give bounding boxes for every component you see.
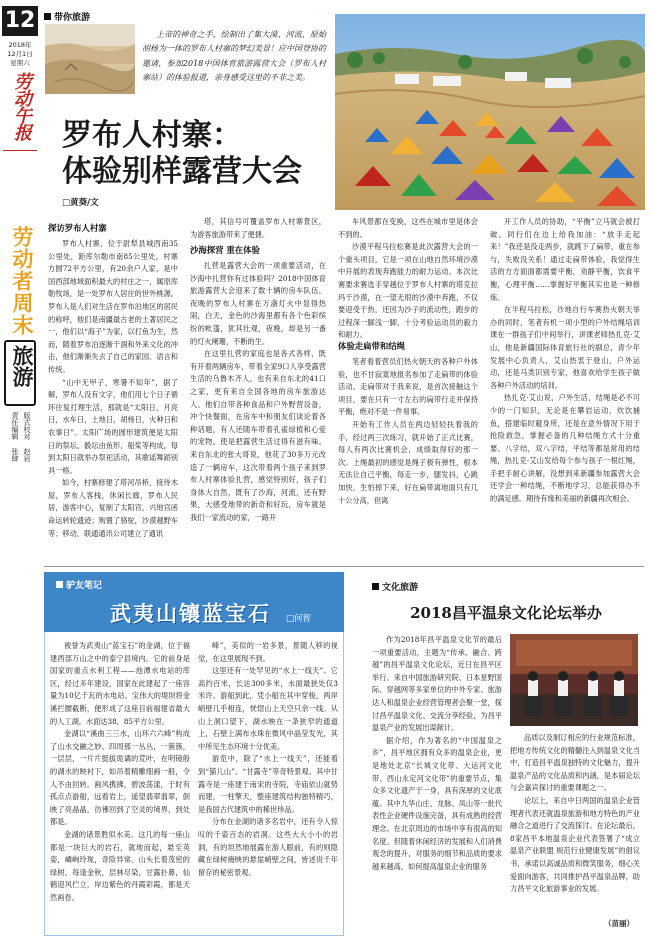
headline: [62, 118, 352, 190]
article-col-2: 扎营是露营大会的一项重要活动，在沙海中扎营你有过体验吗？2018中国体育旅游露营大会迎来了数十辆的房车队伍，夜晚的罗布人村寨在万盏灯火中显得热闹，白天，金色的沙海里都有各个色彩缤纷的帐篷，犹其壮观，夜晚，却是另一番的灯火阑珊，不断的生。 在这里扎营的家庭也是各式各样，既有开着两辆房车，带着全家9口人享受露营生活的乌鲁木齐人，也有来自东北的41口之家，更有来自全国各地的房车旅游达人。他们自带各种食品和户外野营设备，冲个快餐面，在房车中和朋友们谈论着各种话题，有人还随车带着孔雀绿植和心爱的宠物，使是把露营生活过得有滋有味。来自东北的张大哥说，他花了30多万元改造了一辆房车，这次带着两个孩子来到罗布人村寨体验扎营，感觉特别好，孩子们身体大自然，既有了沙海，河流，还有野果，大感受地带的新奇和好玩，房车就是我们一家流动的家，一路开: [190, 261, 326, 522]
staff-proof: 责任编辑 张肆: [11, 412, 19, 462]
subheading-3: 体验走扁带和结绳: [338, 341, 405, 351]
top-byline: □黄葵/文: [62, 198, 99, 208]
issue-weekday: 星期六: [10, 59, 30, 67]
culture-label: 文化旅游: [372, 580, 418, 593]
travel-notes-byline: □何智: [286, 614, 312, 624]
article-col-1: 罗布人村寨，位于尉犁县城西南35公里处，距库尔勒市南85公里处，村寨方圆72平方公里，有20余户人家，是中国西部地域面积最大的村庄之一，属原库勒牧场，是一处罗布人居住的世外桃源。罗布人是人们对生活在罗布泊地区的居民的称呼，他们是南疆最古老的土著居民之一，他们以“海子”为家，以打鱼为生，然而，随着罗布泊逐渐干涸和外来文化的冲击，他们渐渐失去了自己的家园、语言和传统。 “山中无甲子，寒暑不知年”，据了解，罗布人没有文字，他们用七个日子循环往复打理生活，那就是“太阳日，月亮日，水车日，土地日，胡杨日，火种日和农事日”。太阳广场的圆形建筑便是太阳日的祭坛，骰坛由鱼形，船桨等构成，每到太阳日就举办祭祀活动，其歌谣舞蹈别具一格。 如今，村寨修建了塔河吊桥，接待木屋，罗布人客栈，休闲长廊，罗布人民居，游客中心，复制了太阳宫，兴地宫函命运转轮遗迹；购置了骆驼，沙漠越野车等；移动，联通通讯公司建立了通讯: [48, 239, 178, 538]
article-col-2-top: 塔，其信号可覆盖罗布人村寨景区，为游客旅游带来了便捷。: [190, 217, 326, 239]
culture-col-right: 品质以及制订相应的行业规范标准，把地方传统文化的精髓注入到温泉文化当中，打造昌平温泉独特的文化魅力，提升温泉产品的文化品质和内涵，是本届论坛与会嘉宾探讨的重要课题之一。 论坛上，来自中日两国的温泉企业管理者代表还就温泉旅游和地方特色的产业融合之道进行了交流探讨。在论坛最后，8家昌平本地温泉企业代表签署了“成立温泉产业联盟 规范行业健康发展”的倡议书，承诺以高诚品质和微笑服务，细心关爱面向游客，共同推护昌平温泉品牌，助力昌平文化旅游事业的发展。: [510, 733, 640, 894]
section-title: 旅游: [10, 345, 34, 387]
article-col-4: 开工作人员的协助，“平衡”立马就会被打破。同行们在边上给我加油：“放手走起来！”我还是没走两步，就跳下了扁带，重在参与，失败没关系！通过走扁带体验，我觉得生活的方方面面都需要平衡，劝静平衡，饮食平衡，心理平衡……掌握好平衡其实也是一种修炼。 在半程马拉松，沙地自行车赛热火朝天举办的同时，笔者有机一项小型的户外结绳培训课在一群孩子们中间举行，讲课老师热扎克·艾山，他是新疆国际体育旅行社的副总，青少年发展中心负责人，艾山热衷于登山，户外运动，还是马类识别专家，他喜欢给学生孩子做各种户外活动的培训。 热扎克·艾山说，户外生活，结绳是必不可少的一门知识，无论是在攀岩运动，炊饮捕鱼，搭建临时避身所，还是在意外情况下用于抢险救急，掌握必备的几种结绳方式十分重要。八字结，双八字结，平结等都是常用的结绳，热扎克·艾山发给每个参与孩子一根红绳，手把手耐心讲解，没想到来新疆参加露营大会还学会一种结绳，不断地学习，总能获得办不的满足感。期待有缘和美丽的新疆再次相会。: [490, 217, 640, 504]
staff-editor: 版式校对 赵岩: [23, 412, 31, 462]
subheading-2: 沙海探营 重在体验: [190, 245, 260, 255]
issue-date-day: 12月1日: [7, 50, 33, 58]
culture-title: 2018昌平温泉文化论坛举办: [410, 604, 602, 622]
travel-notes-label: 驴友笔记: [56, 578, 102, 591]
newspaper-logo: 劳动午报: [11, 72, 32, 140]
issue-date: 2018年: [8, 41, 32, 49]
camp-photo: [335, 14, 645, 210]
culture-credit: （苗丽）: [604, 919, 634, 928]
culture-col-left: 作为2018年昌平温泉文化节的最后一项重要活动，主题为“传承、融合、跨越”的昌平温泉文化论坛，近日在昌平区举行。来自中国旅游研究院、日本星野国际、穿越网等多家单位的中外专家、旅游达人和温泉企业经营管理者会聚一堂，探讨昌平温泉文化、交流分享经验，为昌平温泉产业的发展出谋献计。 据介绍，作为著名的“中国温泉之乡”，昌平地区拥有众多的温泉企业，更是地处北京“长城文化带、大运河文化带、西山永定河文化带”的重要节点，集众多文化遗产于一身，具有深厚的文化底蕴。其中九华山庄、龙脉、凤山等一批代表性企业硬件设施完备，具有成熟的经营理念。在北京周边的市场中享有很高的知名度。但随着休闲经济的发展和人们消费观念的提升，对服务的细节和品质的要求越来越高，如何提高温泉企业的服务: [372, 635, 502, 871]
supplement-title: 劳动者周末: [10, 226, 34, 336]
masthead: [0, 0, 40, 524]
article-col-3: 车风景都在变换，这些在城市里是体会不到的。 沙漠平程马拉松赛是此次露营大会的一个重头项目，它是一项在山地自然环境沙漠中开展的表现奔跑能力的耐力运动。本次比赛要求赛选手穿越位于罗布人村寨的塔克拉玛干沙漠，在一望无垠的沙漠中奔跑，不仅要迎受干热，还因为沙子的流动性，跑步的过程深一脚浅一脚，十分考验运动员的毅力和耐力。: [338, 217, 478, 340]
headline-line-2: 体验别样露营大会: [62, 154, 302, 189]
desert-photo-small: [45, 24, 135, 94]
travel-notes-col-1: 被誉为武夷山“蓝宝石”的金湖，位于福建西部万山之中的泰宁县境内。它的前身是国家的重点水利工程——池潭水电站的库区，经过多年建设，国家在此建起了一座容量为10亿千瓦的水电站。宝伟大的堤坝将金溪拦腰截断，便形成了这座目前福建省最大的人工湖，水面达38，85平方公里。 金湖以“溪曲三三水，山环六六峰”构成了山水交融之妙。四周那一丛丛，一簇簇，一层层，一片片挺拔诡谲的荒叶，在明镜般的湖水的映衬下，如吊着精雕细画一般，令人不由回转。画风携拂，碧波荡漾，于时有孤点点游船，远看岩上，遥望翡翠翡翠，倒映了亮晶晶，彷彿回到了空灵的境界，到处都是。 金湖的诸景胜似水美。这几的每一座山都是一块巨大的岩石，就地而起，悬至英姿，嶙峋玲珑，奇险异常。山头长着茂密的绿树，每逢金秋，层林尽染，甘露扑鼻，仙鹤迎风伫立，岸边紫色的丹霞彩霞，都是天然画卷。: [50, 641, 190, 902]
intro-text: 上帝的神奇之手，绘制出了集大漠、河流、原始胡杨为一体的罗布人村寨的梦幻美景！应中国登协的邀请，参加2018中国体育旅游露营大会（罗布人村寨站）的体验报道，亲身感受这里的不非之美。: [142, 30, 326, 83]
page-number: 12: [2, 6, 38, 36]
subheading-1: 探访罗布人村寨: [48, 223, 107, 233]
horizontal-divider: [44, 566, 644, 567]
headline-line-1: 罗布人村寨：: [62, 118, 242, 153]
travel-notes-title: 武夷山镶蓝宝石: [110, 602, 271, 626]
travel-notes-col-2: 峰”，美似的一岩多景，景随人移的视觉，在这里展现不到。 这里还有一处罕见的“水上一线天”。它高约百米，长达300多米，水面最狭处仅3米许。游船到此，凭小船在其中穿梭，两岸峭壁几乎相连，恍惚山上天空只余一线。从山上洞口望下，湖水映在一条狭窄的通道上，石壁上满布水珠在微风中晶莹发光，其中所见生态环境十分优美。 游览中，除了“水上一线天”，还能看到“猫儿山”、“甘露寺”等奇特景观。其中甘露寺是一座建于南宋的寺院，寺庙依山就势而建，一柱擎天，整座建筑结构独特精巧，是我国古代建筑中的稀世珍品。 分布在金湖的诸多名岩中，还有令人惊叹的千姿百态的岩洞。这些大大小小的岩洞，有的坦然地展露在游人眼前，有的则隐藏在绿树掩映的悬崖峭壁之间，皆述说千年留存的秘密景观。: [198, 641, 338, 877]
forum-photo: [510, 634, 638, 726]
article-col-3b: 笔者看着营员们热火朝天的各种户外体验，也不甘寂寞地报名参加了走扁带的体验活动。走扁带对于我来说，是首次接触这个项目，要在只有一寸左右的扁带行走并保持平衡，绝对不是一件易事。 开始有工作人员在两边轻轻扶着我的手，经过两三次练习，就开始了正式比赛，每人有两次比赛机会，成绩取得好的那一次。上绳最初的感觉是绳子极有弹性，根本无法让自己平衡，每走一步，腿发抖，心跳加快，生怕掉下来，好在扁带离地面只有几十公分高，但离: [338, 357, 478, 505]
top-section-label: 带你旅游: [44, 10, 90, 23]
